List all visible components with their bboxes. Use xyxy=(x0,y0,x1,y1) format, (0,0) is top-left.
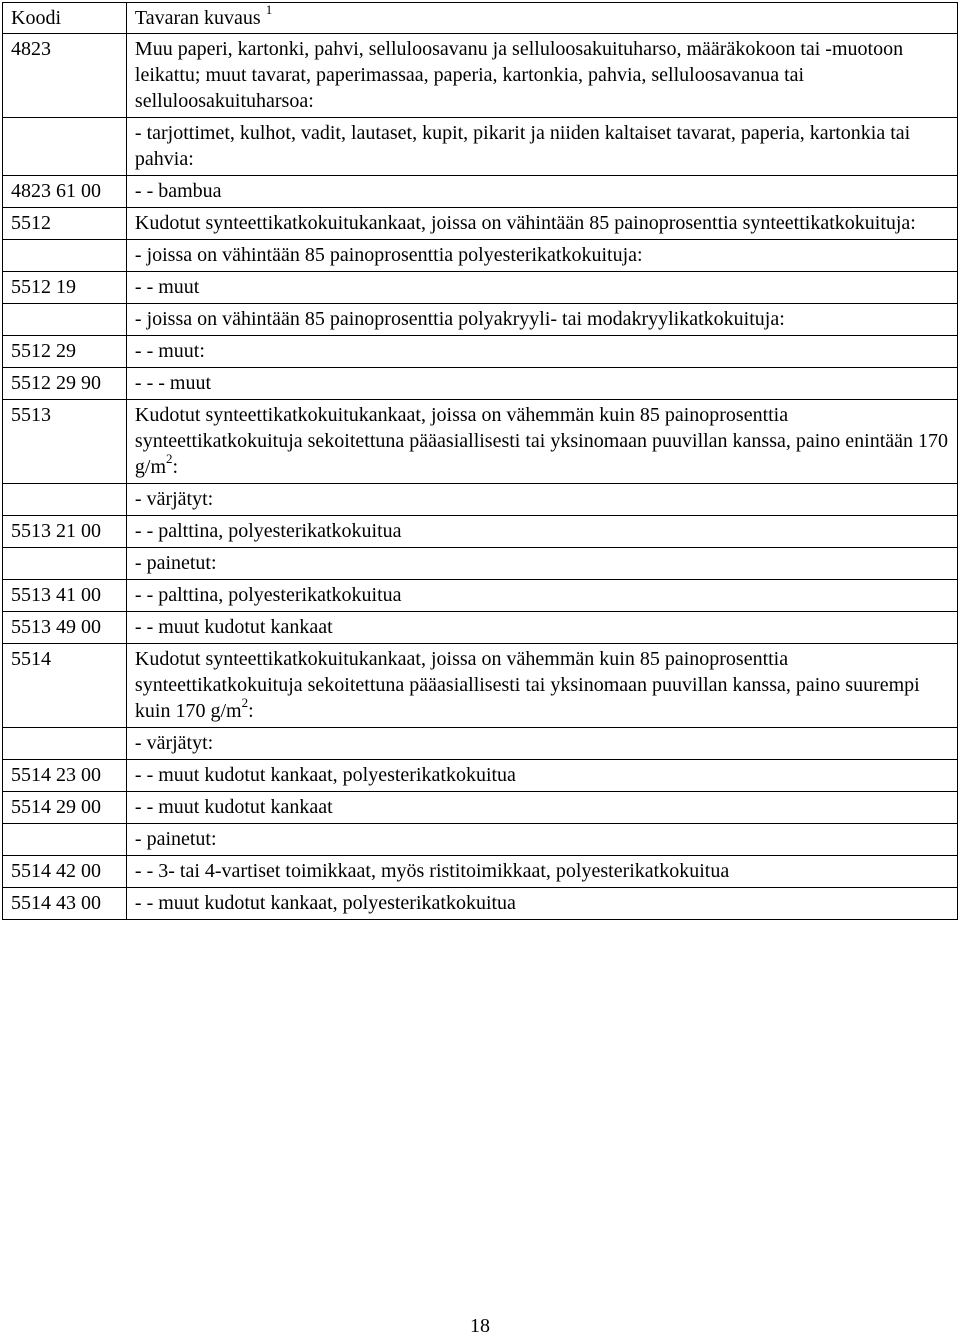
row-description xyxy=(126,580,957,612)
row-description xyxy=(126,792,957,824)
table-row xyxy=(3,240,958,272)
table-row xyxy=(3,368,958,400)
row-code: 5512 19 xyxy=(3,272,127,304)
row-code: 4823 xyxy=(3,34,127,118)
row-description-text: - värjätyt: xyxy=(134,732,214,754)
table-row xyxy=(3,484,958,516)
row-description-text: - - muut: xyxy=(134,340,205,362)
row-description xyxy=(126,888,957,920)
row-description xyxy=(126,548,957,580)
header-description xyxy=(126,3,957,34)
row-code: 5513 21 00 xyxy=(3,516,127,548)
row-description xyxy=(126,240,957,272)
row-description-text: - - muut kudotut kankaat xyxy=(134,616,333,638)
unit-superscript: 2 xyxy=(166,451,173,467)
row-description xyxy=(126,272,957,304)
row-code: 5514 xyxy=(3,644,127,728)
footnote-marker: 1 xyxy=(265,2,273,18)
row-code xyxy=(3,728,127,760)
row-description xyxy=(126,336,957,368)
row-description-text: - - 3- tai 4-vartiset toimikkaat, myös ristitoimikkaat, polyesterikatkokuitua xyxy=(134,860,730,882)
table-row xyxy=(3,336,958,368)
row-description xyxy=(126,760,957,792)
row-description xyxy=(126,856,957,888)
table-row xyxy=(3,856,958,888)
row-code: 5514 43 00 xyxy=(3,888,127,920)
table-row xyxy=(3,34,958,118)
table-row xyxy=(3,304,958,336)
row-code: 4823 61 00 xyxy=(3,176,127,208)
row-description-text: Kudotut synteettikatkokuitukankaat, joissa on vähintään 85 painoprosenttia synteettikatkokuituja: xyxy=(134,212,916,234)
row-description-suffix: : xyxy=(248,700,254,722)
row-code: 5512 29 90 xyxy=(3,368,127,400)
row-code: 5512 xyxy=(3,208,127,240)
table-row xyxy=(3,760,958,792)
row-description-text: - - palttina, polyesterikatkokuitua xyxy=(134,584,402,606)
row-code: 5513 41 00 xyxy=(3,580,127,612)
row-description-text: - - - muut xyxy=(134,372,211,394)
tariff-code-table xyxy=(2,2,958,920)
header-description-label: Tavaran kuvaus xyxy=(134,7,261,29)
table-body xyxy=(3,34,958,920)
row-code: 5512 29 xyxy=(3,336,127,368)
row-code xyxy=(3,484,127,516)
table-row xyxy=(3,888,958,920)
table-row xyxy=(3,272,958,304)
row-code xyxy=(3,240,127,272)
table-row xyxy=(3,118,958,176)
row-code xyxy=(3,118,127,176)
row-description-text: - - bambua xyxy=(134,180,222,202)
row-description-text: - - muut kudotut kankaat xyxy=(134,796,333,818)
row-description xyxy=(126,728,957,760)
row-code xyxy=(3,548,127,580)
row-description xyxy=(126,176,957,208)
row-description xyxy=(126,516,957,548)
row-description-text: - joissa on vähintään 85 painoprosenttia polyakryyli- tai modakryylikatkokuituja: xyxy=(134,308,785,330)
row-description xyxy=(126,400,957,484)
header-code: Koodi xyxy=(3,3,127,34)
row-description-text: - värjätyt: xyxy=(134,488,214,510)
row-description xyxy=(126,644,957,728)
table-row xyxy=(3,208,958,240)
row-description-text: Kudotut synteettikatkokuitukankaat, joissa on vähemmän kuin 85 painoprosenttia synteettikatkokuituja sekoitettuna pääasiallisesti tai yksinomaan puuvillan kanssa, paino suurempi kuin 170 g/m xyxy=(134,648,920,722)
row-description xyxy=(126,824,957,856)
row-description-suffix: : xyxy=(172,456,179,478)
table-row xyxy=(3,516,958,548)
row-description xyxy=(126,368,957,400)
row-description-text: - tarjottimet, kulhot, vadit, lautaset, kupit, pikarit ja niiden kaltaiset tavarat, paperia, kartonkia tai pahvia: xyxy=(134,122,911,170)
row-description-text: - - muut kudotut kankaat, polyesterikatkokuitua xyxy=(134,892,516,914)
row-description xyxy=(126,612,957,644)
row-code xyxy=(3,824,127,856)
row-description xyxy=(126,34,957,118)
row-code: 5513 xyxy=(3,400,127,484)
row-code: 5513 49 00 xyxy=(3,612,127,644)
row-code xyxy=(3,304,127,336)
unit-superscript: 2 xyxy=(241,695,249,711)
row-description xyxy=(126,484,957,516)
table-row xyxy=(3,176,958,208)
row-description xyxy=(126,208,957,240)
table-row xyxy=(3,548,958,580)
table-row xyxy=(3,792,958,824)
row-description-text: - joissa on vähintään 85 painoprosenttia polyesterikatkokuituja: xyxy=(134,244,643,266)
table-row xyxy=(3,824,958,856)
row-code: 5514 29 00 xyxy=(3,792,127,824)
table-row xyxy=(3,580,958,612)
row-description-text: - painetut: xyxy=(134,552,217,574)
row-code: 5514 42 00 xyxy=(3,856,127,888)
table-row xyxy=(3,400,958,484)
row-description-text: - - muut xyxy=(134,276,200,298)
row-description xyxy=(126,304,957,336)
table-header-row xyxy=(3,3,958,34)
table-row xyxy=(3,612,958,644)
row-description xyxy=(126,118,957,176)
row-description-text: - - muut kudotut kankaat, polyesterikatkokuitua xyxy=(134,764,516,786)
row-description-text: - painetut: xyxy=(134,828,217,850)
row-description-text: Muu paperi, kartonki, pahvi, selluloosavanu ja selluloosakuituharso, määräkokoon tai -muotoon leikattu; muut tavarat, paperimassaa, paperia, kartonkia, pahvia, selluloosavanua tai selluloosakuituharsoa: xyxy=(134,38,904,112)
table-row xyxy=(3,728,958,760)
table-row xyxy=(3,644,958,728)
row-description-text: - - palttina, polyesterikatkokuitua xyxy=(134,520,402,542)
row-code: 5514 23 00 xyxy=(3,760,127,792)
page-number: 18 xyxy=(470,1315,490,1337)
row-description-text: Kudotut synteettikatkokuitukankaat, joissa on vähemmän kuin 85 painoprosenttia synteettikatkokuituja sekoitettuna pääasiallisesti tai yksinomaan puuvillan kanssa, paino enintään 170 g/m xyxy=(134,404,949,478)
